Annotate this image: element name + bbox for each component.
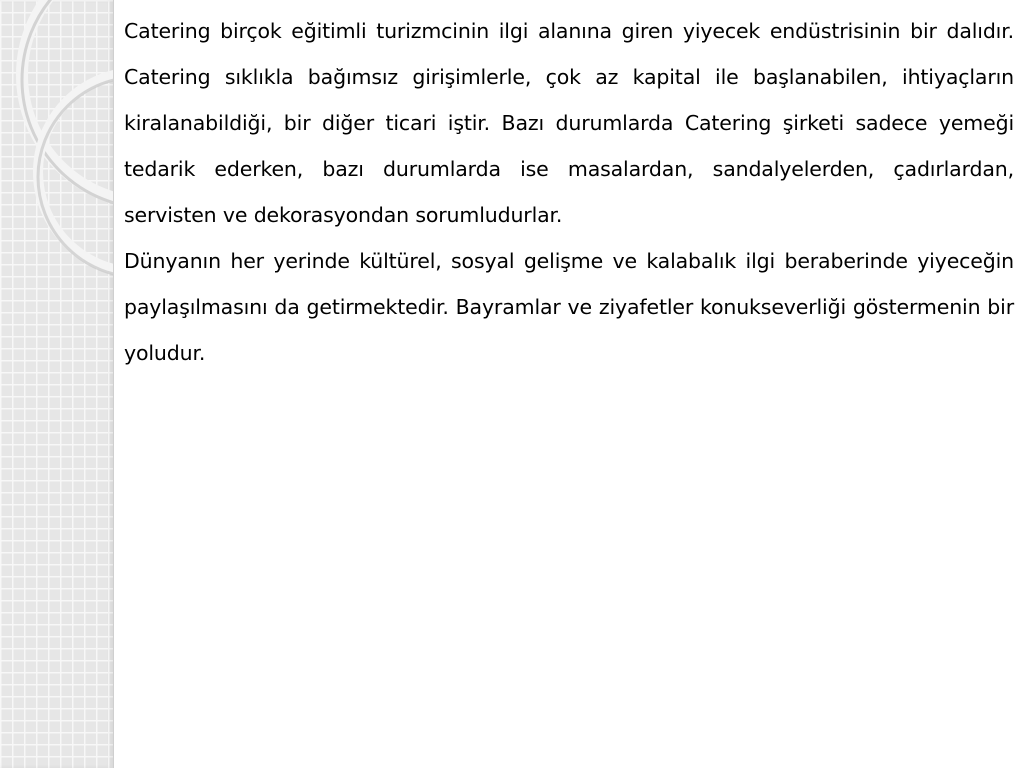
paragraph-catering-definition: Catering birçok eğitimli turizmcinin ilgi alanına giren yiyecek endüstrisinin bir dalıdır. Catering sıklıkla bağımsız girişimlerle, çok az kapital ile başlanabilen, ihtiyaçların kiralanabildiği, bir diğer ticari iştir. Bazı durumlarda Catering şirketi sadece yemeği tedarik ederken, bazı durumlarda ise masalardan, sandalyelerden, çadırlardan, servisten ve dekorasyondan sorumludurlar. (124, 19, 1014, 227)
decorative-side-panel (0, 0, 114, 768)
decorative-arcs (0, 0, 113, 768)
slide-body (124, 8, 1014, 376)
paragraph-food-sharing: Dünyanın her yerinde kültürel, sosyal gelişme ve kalabalık ilgi beraberinde yiyeceğin paylaşılmasını da getirmektedir. Bayramlar ve ziyafetler konukseverliği göstermenin bir yoludur. (124, 249, 1014, 365)
